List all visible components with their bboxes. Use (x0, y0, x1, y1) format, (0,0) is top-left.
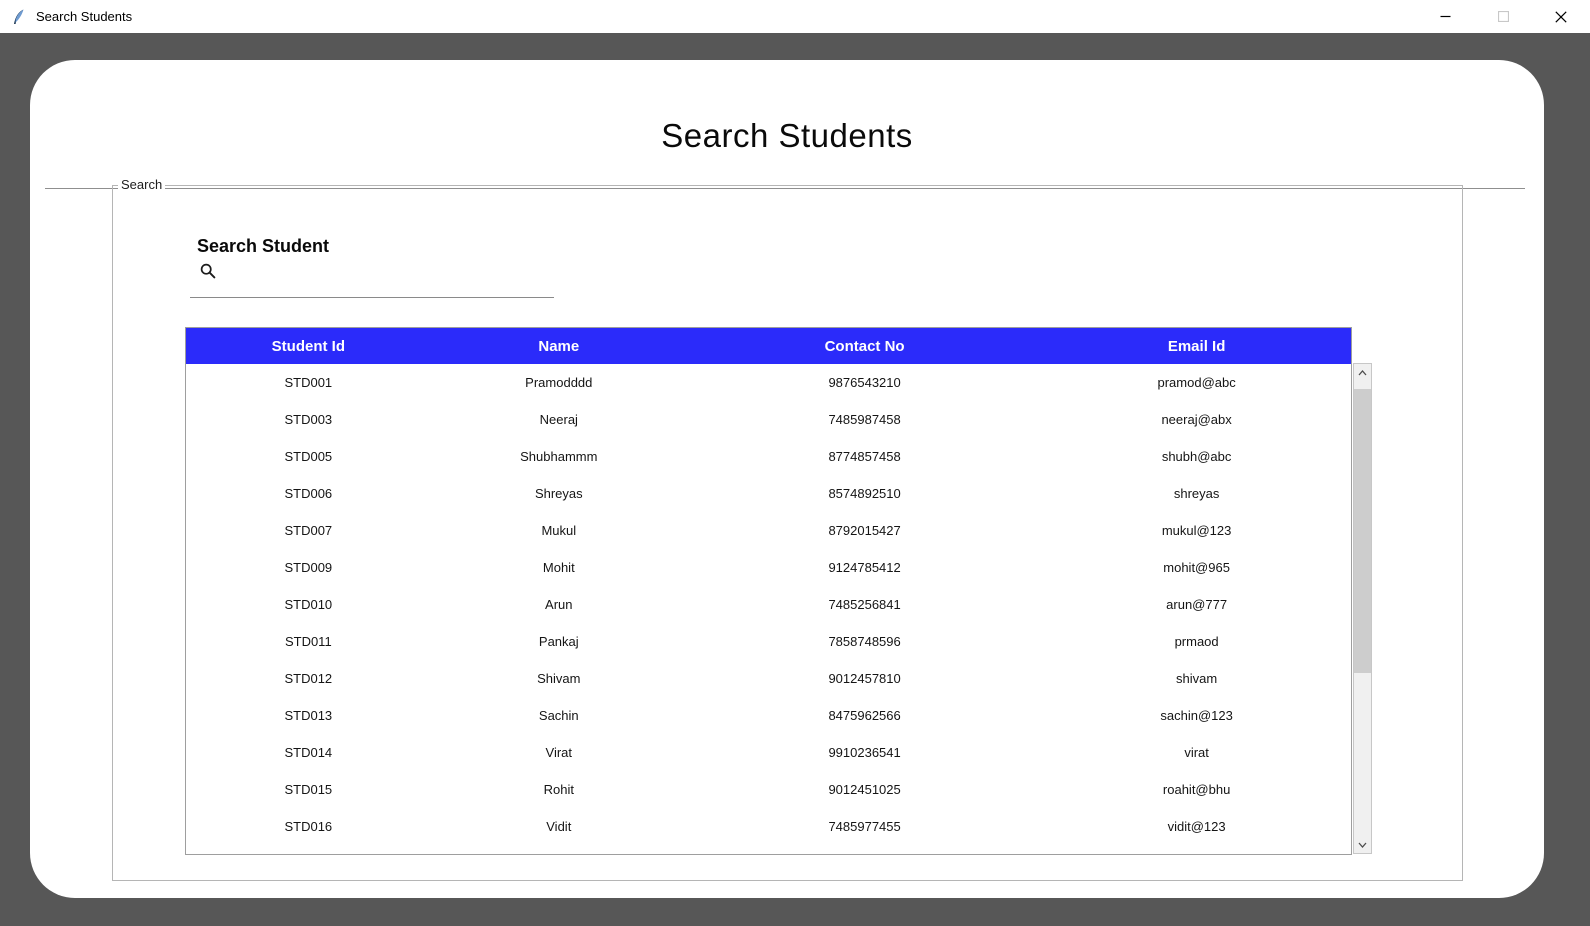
cell-name: Shivam (537, 671, 581, 686)
cell-name: Sachin (538, 708, 579, 723)
cell-student-id: STD006 (284, 486, 333, 501)
scrollbar-track[interactable] (1354, 381, 1371, 836)
cell-name: Shubhammm (520, 449, 598, 464)
scroll-down-button[interactable] (1354, 836, 1371, 853)
cell-email-id: neeraj@abx (1161, 412, 1232, 427)
cell-contact-no: 8475962566 (828, 708, 901, 723)
cell-email-id: pramod@abc (1157, 375, 1236, 390)
minimize-button[interactable] (1416, 0, 1474, 33)
cell-email-id: vidit@123 (1167, 819, 1226, 834)
cell-name: Pankaj (538, 634, 579, 649)
cell-student-id: STD015 (284, 782, 333, 797)
column-header-name[interactable]: Name (538, 337, 580, 355)
cell-contact-no: 9910236541 (828, 745, 901, 760)
maximize-button[interactable] (1474, 0, 1532, 33)
search-groupbox-label: Search (118, 177, 165, 192)
cell-contact-no: 7485987458 (828, 412, 901, 427)
cell-contact-no: 9124785412 (828, 560, 901, 575)
column-header-email-id[interactable]: Email Id (1167, 337, 1226, 355)
window-controls (1416, 0, 1590, 33)
cell-contact-no: 9012457810 (828, 671, 901, 686)
scrollbar-thumb[interactable] (1354, 389, 1371, 673)
cell-name: Shreyas (534, 486, 583, 501)
search-groupbox (112, 177, 1463, 881)
cell-student-id: STD011 (284, 634, 332, 649)
table-vertical-scrollbar[interactable] (1353, 363, 1372, 854)
cell-contact-no: 7858748596 (828, 634, 901, 649)
chevron-up-icon (1358, 370, 1367, 376)
cell-contact-no: 9876543210 (828, 375, 901, 390)
cell-student-id: STD003 (284, 412, 333, 427)
cell-student-id: STD013 (284, 708, 333, 723)
cell-student-id: STD005 (284, 449, 333, 464)
cell-name: Vidit (546, 819, 572, 834)
table-row[interactable] (186, 549, 1351, 586)
page-title: Search Students (661, 117, 913, 154)
cell-email-id: roahit@bhu (1162, 782, 1231, 797)
window-title: Search Students (36, 9, 133, 24)
cell-email-id: mukul@123 (1161, 523, 1232, 538)
cell-email-id: shubh@abc (1161, 449, 1232, 464)
cell-contact-no: 7485977455 (828, 819, 901, 834)
close-button[interactable] (1532, 0, 1590, 33)
table-row[interactable] (186, 364, 1351, 401)
students-table (185, 327, 1352, 855)
cell-student-id: STD016 (284, 819, 333, 834)
python-feather-icon (11, 9, 27, 25)
table-row[interactable] (186, 734, 1351, 771)
table-row[interactable] (186, 512, 1351, 549)
table-row[interactable] (186, 623, 1351, 660)
maximize-icon (1498, 11, 1509, 22)
magnifier-icon (199, 262, 217, 280)
window-titlebar (0, 0, 1590, 33)
column-header-contact-no[interactable]: Contact No (824, 337, 905, 355)
cell-email-id: prmaod (1174, 634, 1219, 649)
table-row[interactable] (186, 475, 1351, 512)
cell-email-id: shreyas (1173, 486, 1220, 501)
cell-name: Pramodddd (525, 375, 593, 390)
chevron-down-icon (1358, 842, 1367, 848)
cell-email-id: shivam (1176, 671, 1218, 686)
table-row[interactable] (186, 697, 1351, 734)
cell-email-id: arun@777 (1166, 597, 1228, 612)
cell-contact-no: 9012451025 (828, 782, 901, 797)
cell-name: Virat (545, 745, 573, 760)
cell-student-id: STD007 (284, 523, 333, 538)
cell-email-id: sachin@123 (1160, 708, 1233, 723)
table-row[interactable] (186, 401, 1351, 438)
table-header (186, 328, 1351, 364)
table-row[interactable] (186, 771, 1351, 808)
search-entry[interactable] (190, 260, 554, 298)
table-row[interactable] (186, 438, 1351, 475)
table-body (186, 364, 1351, 854)
cell-student-id: STD009 (284, 560, 333, 575)
search-student-label: Search Student (197, 236, 330, 256)
table-row[interactable] (186, 586, 1351, 623)
cell-name: Neeraj (539, 412, 578, 427)
cell-name: Rohit (543, 782, 574, 797)
cell-student-id: STD010 (284, 597, 333, 612)
cell-student-id: STD001 (284, 375, 333, 390)
cell-contact-no: 8574892510 (828, 486, 901, 501)
cell-name: Mohit (542, 560, 575, 575)
main-card (30, 60, 1544, 898)
cell-email-id: mohit@965 (1163, 560, 1230, 575)
search-input[interactable] (223, 260, 554, 290)
cell-contact-no: 8792015427 (828, 523, 901, 538)
scroll-up-button[interactable] (1354, 364, 1371, 381)
close-icon (1555, 11, 1567, 23)
app-background (0, 33, 1590, 926)
table-row[interactable] (186, 808, 1351, 845)
cell-contact-no: 7485256841 (828, 597, 901, 612)
cell-student-id: STD014 (284, 745, 333, 760)
table-row[interactable] (186, 660, 1351, 697)
minimize-icon (1440, 11, 1451, 22)
cell-student-id: STD012 (284, 671, 333, 686)
cell-name: Mukul (541, 523, 577, 538)
cell-contact-no: 8774857458 (828, 449, 901, 464)
cell-email-id: virat (1184, 745, 1209, 760)
cell-name: Arun (545, 597, 573, 612)
column-header-student-id[interactable]: Student Id (271, 337, 345, 355)
